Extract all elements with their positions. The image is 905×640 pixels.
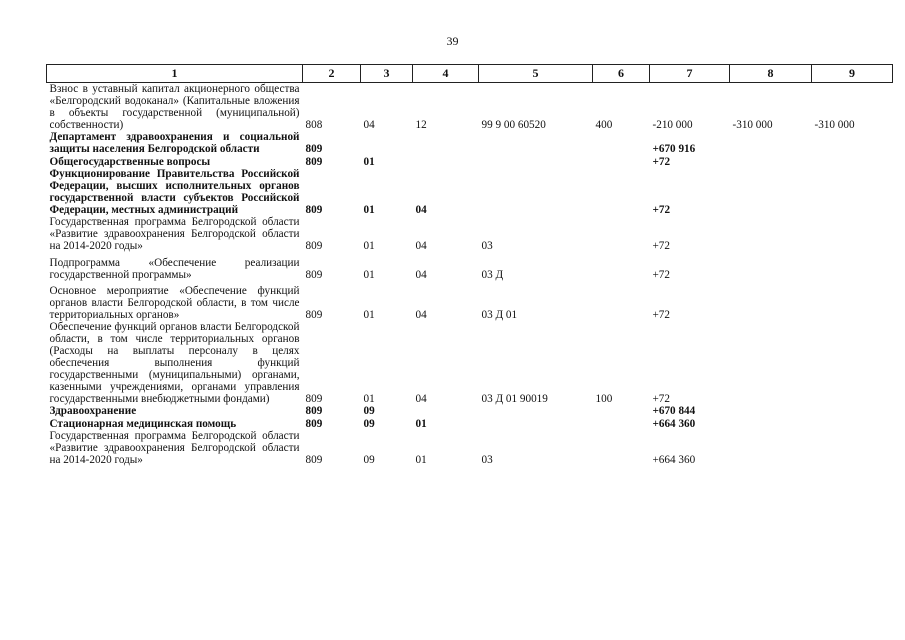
row-name: Обеспечение функций органов власти Белгородской области, в том числе территориальных органов (Расходы на выплаты персоналу в целях обеспечения выполнения функций государственными (муниципальными) органами, казенными учреждениями, органами управления государственными внебюджетными фондами) xyxy=(49,320,300,406)
row-name: Департамент здравоохранения и социальной защиты населения Белгородской области xyxy=(49,131,300,156)
cell-target-article: 03 xyxy=(481,240,493,253)
cell-section: 09 xyxy=(363,453,375,466)
cell-amount-year2 xyxy=(730,430,812,466)
cell-amount-year1: +664 360 xyxy=(652,417,696,430)
cell-expense-type xyxy=(593,216,650,252)
cell-amount-year1: -210 000 xyxy=(652,119,693,132)
table-row xyxy=(47,216,893,252)
row-name: Стационарная медицинская помощь xyxy=(49,417,237,430)
column-header: 5 xyxy=(479,65,593,83)
cell-target-article: 03 Д 01 xyxy=(481,308,518,321)
page-number: 39 xyxy=(446,34,459,48)
cell-amount-year1: +670 844 xyxy=(652,405,696,418)
cell-target-article: 03 Д 01 90019 xyxy=(481,393,548,406)
table-row xyxy=(47,321,893,406)
row-name: Взнос в уставный капитал акционерного общества «Белгородский водоканал» (Капитальные вложения в объекты государственной (муниципальной) собственности) xyxy=(49,83,300,132)
cell-expense-type xyxy=(593,156,650,168)
cell-amount-year3 xyxy=(812,405,893,417)
cell-target-article: 03 Д xyxy=(481,269,504,282)
cell-amount-year1: +72 xyxy=(652,393,670,406)
cell-amount-year1: +72 xyxy=(652,269,670,282)
cell-subsection: 01 xyxy=(415,453,427,466)
cell-subsection: 12 xyxy=(415,119,427,132)
row-name: Здравоохранение xyxy=(49,405,137,418)
cell-expense-type: 100 xyxy=(595,393,613,406)
cell-subsection: 04 xyxy=(415,269,427,282)
table-row xyxy=(47,156,893,168)
cell-amount-year1: +664 360 xyxy=(652,453,696,466)
cell-expense-type xyxy=(593,285,650,321)
cell-expense-type xyxy=(593,257,650,281)
cell-subsection xyxy=(413,156,479,168)
cell-amount-year2 xyxy=(730,168,812,216)
cell-section: 01 xyxy=(363,155,375,168)
table-body xyxy=(47,83,893,466)
table-row xyxy=(47,285,893,321)
cell-subsection: 04 xyxy=(415,203,427,216)
table-row xyxy=(47,430,893,466)
cell-subsection: 04 xyxy=(415,240,427,253)
cell-amount-year2 xyxy=(730,285,812,321)
cell-amount-year3 xyxy=(812,131,893,155)
cell-target-article xyxy=(479,405,593,417)
row-name: Основное мероприятие «Обеспечение функций органов власти Белгородской области, в том числе территориальных органов» xyxy=(49,284,300,321)
cell-expense-type xyxy=(593,131,650,155)
row-name: Функционирование Правительства Российской Федерации, высших исполнительных органов государственной власти субъектов Российской Федерации, местных администраций xyxy=(49,167,300,216)
row-name: Государственная программа Белгородской области «Развитие здравоохранения Белгородской области на 2014-2020 годы» xyxy=(49,216,300,253)
table-row xyxy=(47,405,893,417)
cell-ministry-code: 809 xyxy=(305,453,323,466)
cell-amount-year3 xyxy=(812,321,893,406)
cell-ministry-code: 808 xyxy=(305,119,323,132)
cell-amount-year1: +72 xyxy=(652,155,671,168)
cell-target-article: 99 9 00 60520 xyxy=(481,119,546,132)
cell-amount-year1: +72 xyxy=(652,308,670,321)
cell-amount-year2 xyxy=(730,257,812,281)
cell-amount-year3 xyxy=(812,216,893,252)
header-row xyxy=(47,65,893,83)
cell-ministry-code: 809 xyxy=(305,417,323,430)
cell-ministry-code: 809 xyxy=(305,143,323,156)
cell-subsection xyxy=(413,405,479,417)
cell-expense-type xyxy=(593,405,650,417)
cell-ministry-code: 809 xyxy=(305,405,323,418)
cell-amount-year1: +670 916 xyxy=(652,143,696,156)
cell-amount-year2 xyxy=(730,321,812,406)
cell-expense-type xyxy=(593,418,650,430)
cell-amount-year3: -310 000 xyxy=(814,119,855,132)
cell-target-article xyxy=(479,168,593,216)
cell-subsection: 04 xyxy=(415,308,427,321)
cell-subsection: 01 xyxy=(415,417,427,430)
cell-amount-year2 xyxy=(730,131,812,155)
cell-target-article xyxy=(479,418,593,430)
cell-section: 01 xyxy=(363,203,375,216)
row-name: Подпрограмма «Обеспечение реализации государственной программы» xyxy=(49,257,300,282)
table-row xyxy=(47,257,893,281)
table-row xyxy=(47,131,893,155)
cell-amount-year3 xyxy=(812,257,893,281)
column-header: 7 xyxy=(650,65,730,83)
cell-amount-year2: -310 000 xyxy=(732,119,773,132)
cell-expense-type xyxy=(593,430,650,466)
column-header: 4 xyxy=(413,65,479,83)
cell-ministry-code: 809 xyxy=(305,393,323,406)
cell-ministry-code: 809 xyxy=(305,155,323,168)
cell-expense-type xyxy=(593,168,650,216)
cell-ministry-code: 809 xyxy=(305,308,323,321)
cell-target-article xyxy=(479,131,593,155)
cell-ministry-code: 809 xyxy=(305,269,323,282)
cell-target-article: 03 xyxy=(481,453,493,466)
cell-amount-year3 xyxy=(812,168,893,216)
column-header: 8 xyxy=(730,65,812,83)
cell-target-article xyxy=(479,156,593,168)
cell-section: 04 xyxy=(363,119,375,132)
row-name: Государственная программа Белгородской области «Развитие здравоохранения Белгородской области на 2014-2020 годы» xyxy=(49,429,300,466)
column-header: 1 xyxy=(47,65,303,83)
table-row xyxy=(47,168,893,216)
cell-section: 01 xyxy=(363,308,375,321)
table-row xyxy=(47,83,893,132)
column-header: 2 xyxy=(303,65,361,83)
cell-subsection xyxy=(413,131,479,155)
cell-amount-year3 xyxy=(812,418,893,430)
cell-section: 01 xyxy=(363,393,375,406)
cell-section: 09 xyxy=(363,405,375,418)
cell-subsection: 04 xyxy=(415,393,427,406)
column-header: 6 xyxy=(593,65,650,83)
cell-section: 01 xyxy=(363,240,375,253)
cell-amount-year3 xyxy=(812,430,893,466)
cell-amount-year1: +72 xyxy=(652,240,670,253)
cell-section: 01 xyxy=(363,269,375,282)
cell-amount-year2 xyxy=(730,156,812,168)
cell-ministry-code: 809 xyxy=(305,240,323,253)
row-name: Общегосударственные вопросы xyxy=(49,155,211,168)
cell-expense-type: 400 xyxy=(595,119,613,132)
cell-ministry-code: 809 xyxy=(305,203,323,216)
cell-amount-year2 xyxy=(730,216,812,252)
cell-section xyxy=(361,131,413,155)
cell-section: 09 xyxy=(363,417,375,430)
cell-amount-year3 xyxy=(812,156,893,168)
cell-amount-year1: +72 xyxy=(652,203,671,216)
table-row xyxy=(47,418,893,430)
cell-amount-year2 xyxy=(730,405,812,417)
column-header: 9 xyxy=(812,65,893,83)
cell-amount-year3 xyxy=(812,285,893,321)
budget-table xyxy=(46,64,893,466)
cell-amount-year2 xyxy=(730,418,812,430)
column-header: 3 xyxy=(361,65,413,83)
